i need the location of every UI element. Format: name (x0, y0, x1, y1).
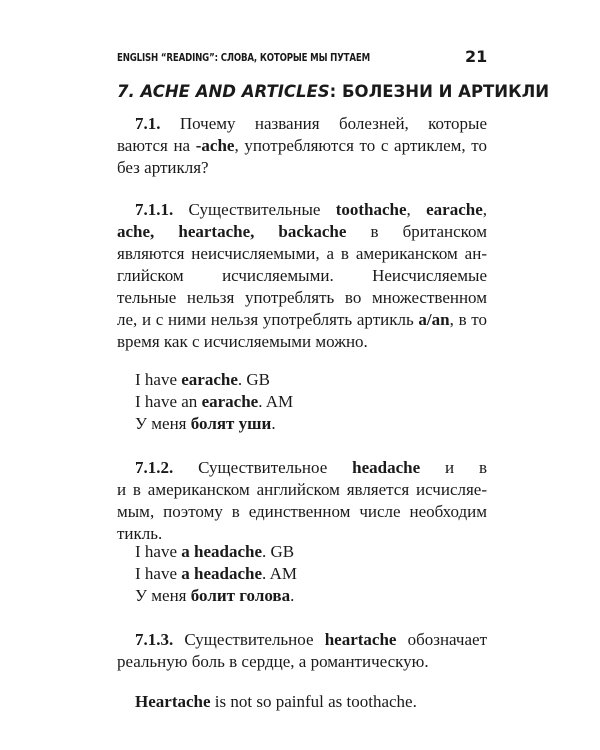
text-line (117, 413, 487, 435)
text-run: являются неисчисляемыми, а в американском ан- (117, 244, 487, 263)
text-run: is not so painful as toothache. (210, 692, 417, 711)
text-run: I have (135, 564, 182, 583)
text-run: У меня (135, 586, 191, 605)
examples-earache (117, 369, 487, 435)
bold-term: болят уши (190, 414, 272, 433)
bold-term: болит голова (190, 586, 291, 605)
text-run: без артикля? (117, 158, 209, 177)
text-line (117, 265, 487, 287)
text-line (117, 157, 487, 179)
bold-term: 7.1.3. (135, 630, 174, 649)
text-line (117, 243, 487, 265)
text-run: У меня (135, 414, 191, 433)
bold-term: ache, heartache, backache (117, 222, 347, 241)
bold-term: earache (181, 370, 238, 389)
bold-term: headache (352, 458, 421, 477)
text-run: Существительное (173, 630, 325, 649)
paragraph-7-1-3 (117, 629, 487, 673)
section-heading (117, 82, 549, 101)
text-line (117, 331, 487, 353)
bold-term: 7.1. (135, 114, 161, 133)
text-run: . GB (262, 542, 295, 561)
text-line (117, 391, 487, 413)
paragraph-7-1-2 (117, 457, 487, 545)
text-line (117, 457, 487, 479)
text-run: ваются на (117, 136, 196, 155)
text-line (117, 629, 487, 651)
example-heartache (117, 691, 487, 713)
text-run: глийском исчисляемыми. Неисчисляемые (117, 266, 487, 285)
text-run: Почему названия болезней, которые (179, 114, 487, 133)
text-run: I have (135, 370, 182, 389)
text-run: ле, и с ними нельзя употреблять артикль (117, 310, 419, 329)
text-run: I have (135, 542, 182, 561)
text-run: Существительные (173, 200, 336, 219)
text-line (117, 369, 487, 391)
text-line (117, 563, 487, 585)
text-run: тикль. (117, 524, 163, 543)
text-line (117, 479, 487, 501)
text-line (117, 501, 487, 523)
text-run: , (406, 200, 427, 219)
text-run: . AM (258, 392, 294, 411)
bold-term: earache (201, 392, 259, 411)
running-title: ENGLISH “READING”: СЛОВА, КОТОРЫЕ МЫ ПУТАЕМ (117, 52, 371, 64)
text-run: . (271, 414, 276, 433)
text-run: обозначает (407, 630, 487, 649)
bold-term: -ache (195, 136, 235, 155)
bold-term: Heartache (135, 692, 211, 711)
bold-term: a headache (181, 542, 263, 561)
text-run: , (482, 200, 487, 219)
text-run: в британском (370, 222, 487, 241)
page-number: 21 (465, 47, 488, 66)
text-line (117, 199, 487, 221)
text-run: время как с исчисляемыми можно. (117, 332, 368, 351)
text-run: . GB (237, 370, 271, 389)
paragraph-7-1 (117, 113, 487, 179)
bold-term: a/an (418, 310, 450, 329)
examples-headache (117, 541, 487, 607)
text-run: Существительное (173, 458, 353, 477)
bold-term: 7.1.2. (135, 458, 174, 477)
text-run: , употребляются то с артиклем, то (234, 136, 487, 155)
text-line (117, 221, 487, 243)
bold-term: 7.1.1. (135, 200, 174, 219)
text-line (117, 691, 487, 713)
text-line (117, 309, 487, 331)
text-run: мым, поэтому в единственном числе необходим (117, 502, 487, 521)
text-run: и в американском английском является исчисляе- (117, 480, 487, 499)
text-line (117, 287, 487, 309)
text-line (117, 541, 487, 563)
bold-term: toothache (335, 200, 407, 219)
text-run: и в (445, 458, 487, 477)
text-line (117, 113, 487, 135)
bold-term: a headache (181, 564, 263, 583)
text-line (117, 135, 487, 157)
text-run: , в то (449, 310, 487, 329)
heading-italic: 7. ACHE AND ARTICLES (117, 82, 330, 101)
heading-rest: : БОЛЕЗНИ И АРТИКЛИ (329, 82, 550, 101)
bold-term: heartache (324, 630, 397, 649)
text-line (117, 585, 487, 607)
bold-term: earache (426, 200, 483, 219)
text-run: реальную боль в сердце, а романтическую. (117, 652, 429, 671)
text-run: тельные нельзя употреблять во множественном (117, 288, 487, 307)
text-run: . AM (262, 564, 297, 583)
text-line (117, 651, 487, 673)
paragraph-7-1-1 (117, 199, 487, 353)
text-run: I have an (135, 392, 202, 411)
text-run: . (290, 586, 295, 605)
